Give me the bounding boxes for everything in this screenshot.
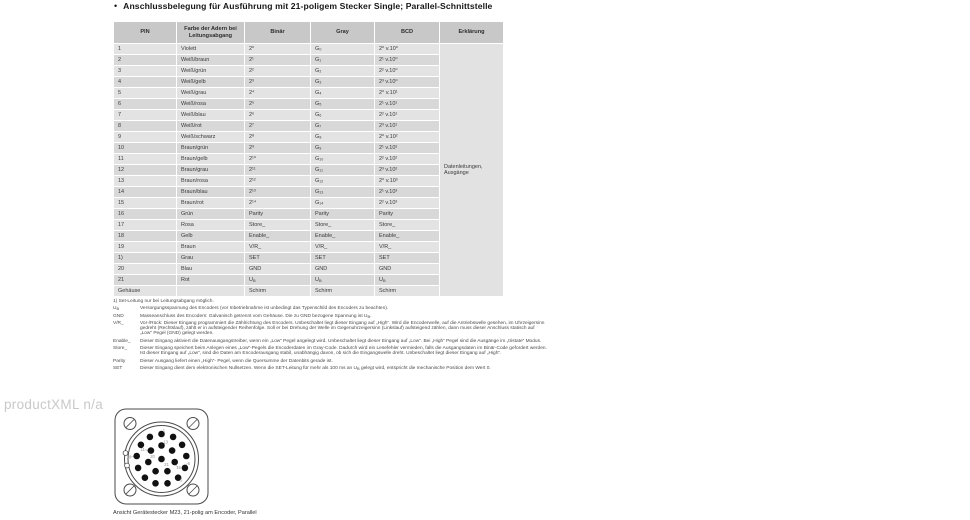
cell-binaer: V/R_ — [245, 242, 310, 252]
cell-bcd: 2¹ v.10² — [375, 143, 439, 153]
footnote-def-store — [113, 346, 547, 357]
cell-pin: Gehäuse — [114, 286, 176, 296]
footnote-text: Dieser Eingang aktiviert die Datenausgangstreiber, wenn ein „Low“ Pegel angelegt wird. Unbeschaltet liegt dieser Eingang auf „Low“. Bei „High“ Pegel sind die Ausgänge im „tristate“ Modus. — [140, 338, 542, 344]
pin-label: 20 — [150, 454, 155, 460]
cell-binaer: GND — [245, 264, 310, 274]
cell-bcd: Enable_ — [375, 231, 439, 241]
cell-pin: 20 — [114, 264, 176, 274]
cell-bcd: $U_B$ — [375, 275, 439, 285]
cell-binaer: Parity — [245, 209, 310, 219]
cell-gray: G₁₀ — [311, 154, 374, 164]
cell-bcd: 2⁰ v.10³ — [375, 176, 439, 186]
cell-bcd: 2² v.10¹ — [375, 110, 439, 120]
footnote-set-note: 1) Set-Leitung nur bei Leitungsabgang möglich. — [113, 299, 214, 304]
cell-pin: 1) — [114, 253, 176, 263]
cell-erklaerung-merged: Datenleitungen, Ausgänge — [440, 44, 503, 296]
footnote-text: Dieser Eingang dient dem elektronischen Nullsetzen. Wenn die SET-Leitung für mehr als 100 ms an $U_B$ gelegt wird, entspricht die mechanische Position dem Wert 0. — [140, 365, 491, 371]
cell-bcd: 2² v.10² — [375, 154, 439, 164]
footnote-def-gnd — [113, 314, 547, 319]
pin-label: 13 — [163, 439, 168, 445]
pin-dot — [133, 453, 140, 460]
section-title: Anschlussbelegung für Ausführung mit 21-poligem Stecker Single; Parallel-Schnittstelle — [123, 1, 493, 11]
cell-binaer: 2¹⁴ — [245, 198, 310, 208]
cell-gray: G₉ — [311, 143, 374, 153]
cell-bcd: 2¹ v.10³ — [375, 187, 439, 197]
pin-label: 10 — [126, 454, 132, 460]
cell-farbe: Braun/grau — [177, 165, 244, 175]
cell-bcd: 2¹ v.10⁰ — [375, 55, 439, 65]
screw-slot — [126, 486, 134, 494]
pin-table-body — [114, 44, 503, 296]
cell-gray: SET — [311, 253, 374, 263]
footnote-def-parity — [113, 359, 547, 364]
cell-pin: 4 — [114, 77, 176, 87]
cell-pin: 13 — [114, 176, 176, 186]
cell-pin: 14 — [114, 187, 176, 197]
cell-bcd: Schirm — [375, 286, 439, 296]
footnotes-block — [113, 299, 547, 373]
col-header-binaer: Binär — [245, 22, 310, 43]
pin-label: 21 — [164, 461, 169, 467]
screw-slot — [189, 486, 197, 494]
col-header-gray: Gray — [311, 22, 374, 43]
cell-gray: G₁₁ — [311, 165, 374, 175]
cell-farbe: Grau — [177, 253, 244, 263]
cell-pin: 16 — [114, 209, 176, 219]
cell-farbe: Braun/blau — [177, 187, 244, 197]
cell-pin: 7 — [114, 110, 176, 120]
cell-gray: Store_ — [311, 220, 374, 230]
cell-bcd: V/R_ — [375, 242, 439, 252]
footnote-def-enable — [113, 339, 547, 344]
pin-assignment-table — [113, 21, 504, 297]
cell-binaer: 2⁴ — [245, 88, 310, 98]
connector-diagram — [114, 408, 210, 506]
cell-binaer: Store_ — [245, 220, 310, 230]
cell-binaer: SET — [245, 253, 310, 263]
keying-notch — [125, 463, 130, 468]
screw-slot — [189, 420, 197, 428]
section-title-row — [114, 1, 492, 12]
cell-farbe: Rot — [177, 275, 244, 285]
pin-dot — [142, 474, 149, 481]
pin-label: 11 — [140, 446, 145, 452]
cell-bcd: Parity — [375, 209, 439, 219]
cell-pin: 18 — [114, 231, 176, 241]
pin-dot — [152, 468, 159, 475]
cell-gray: G₄ — [311, 88, 374, 98]
cell-farbe: Weiß/grau — [177, 88, 244, 98]
cell-farbe: Braun/grün — [177, 143, 244, 153]
footnote-text: Versorgungsspannung des Encoders (vor Inbetriebnahme ist unbedingt das Typenschild des Encoders zu beachten). — [140, 306, 389, 312]
cell-binaer: 2¹³ — [245, 187, 310, 197]
pin-dot — [164, 480, 171, 487]
cell-binaer: 2⁶ — [245, 110, 310, 120]
footnote-term: V/R_ — [113, 320, 124, 326]
cell-binaer: Schirm — [245, 286, 310, 296]
cell-gray: G₈ — [311, 132, 374, 142]
pin-dot — [152, 480, 159, 487]
cell-farbe: Weiß/braun — [177, 55, 244, 65]
pin-label: 15 — [176, 465, 181, 470]
cell-binaer: 2³ — [245, 77, 310, 87]
footnote-def-set — [113, 366, 547, 371]
cell-pin: 11 — [114, 154, 176, 164]
cell-pin: 5 — [114, 88, 176, 98]
cell-bcd: 2³ v.10² — [375, 165, 439, 175]
pin-dot — [145, 459, 152, 466]
footnote-term: Enable_ — [113, 338, 131, 344]
footnote-term: Parity — [113, 358, 126, 364]
cell-binaer: 2⁰ — [245, 44, 310, 54]
cell-binaer: 2⁹ — [245, 143, 310, 153]
cell-farbe: Weiß/rot — [177, 121, 244, 131]
cell-gray: G₁₂ — [311, 176, 374, 186]
cell-binaer: 2⁷ — [245, 121, 310, 131]
table-row — [114, 44, 503, 54]
cell-gray: $U_B$ — [311, 275, 374, 285]
pin-dot — [169, 447, 176, 454]
cell-bcd: 2⁰ v.10⁰ — [375, 44, 439, 54]
footnote-text: Dieser Eingang speichert beim Anlegen eines „Low“-Pegels die Encoderdaten im Gray-Code. Dadurch wird ein Lesefehler vermieden, falls die Ausgangsdaten im Binär-Code gefordert werden. Ist dieser Eingang auf „Low“, sind die Daten am Encoderausgang stabil, unabhängig davon, ob sich die Eingangswelle dreht. Unbeschaltet liegt dieser Eingang auf „High“. — [140, 346, 547, 357]
cell-gray: Schirm — [311, 286, 374, 296]
cell-binaer: $U_B$ — [245, 275, 310, 285]
pin-dot — [183, 453, 190, 460]
col-header-pin: PIN — [114, 22, 176, 43]
cell-pin: 9 — [114, 132, 176, 142]
pin-label: 1 — [162, 428, 166, 434]
cell-farbe: Weiß/rosa — [177, 99, 244, 109]
cell-binaer: 2¹¹ — [245, 165, 310, 175]
cell-pin: 8 — [114, 121, 176, 131]
cell-binaer: 2⁸ — [245, 132, 310, 142]
cell-gray: G₆ — [311, 110, 374, 120]
cell-farbe: Braun/rosa — [177, 176, 244, 186]
footnote-term: SET — [113, 365, 123, 371]
footnote-term: GND — [113, 313, 124, 319]
cell-gray: G₁₃ — [311, 187, 374, 197]
cell-farbe: Braun/gelb — [177, 154, 244, 164]
cell-farbe: Weiß/schwarz — [177, 132, 244, 142]
cell-binaer: 2¹ — [245, 55, 310, 65]
table-header-row — [114, 22, 503, 43]
cell-pin: 3 — [114, 66, 176, 76]
cell-pin: 6 — [114, 99, 176, 109]
cell-farbe: Gelb — [177, 231, 244, 241]
cell-bcd: 2² v.10⁰ — [375, 66, 439, 76]
pin-dot — [179, 442, 186, 449]
footnote-text: Masseanschluss des Encoders: Galvanisch getrennt vom Gehäuse. Die zu GND bezogene Spannung ist $U_B$. — [140, 313, 372, 319]
cell-gray: V/R_ — [311, 242, 374, 252]
cell-bcd: 2⁰ v.10¹ — [375, 88, 439, 98]
cell-gray: G₁ — [311, 55, 374, 65]
footnote-term: Store_ — [113, 346, 128, 352]
watermark-text: productXML n/a — [4, 397, 104, 412]
cell-gray: G₇ — [311, 121, 374, 131]
screw-slot — [126, 420, 134, 428]
pin-dot — [135, 465, 142, 472]
pin-label: 5 — [180, 477, 183, 483]
cell-gray: G₅ — [311, 99, 374, 109]
footnote-text: Dieser Ausgang liefert einen „High“- Pegel, wenn die Quersumme der Datenbits gerade ist. — [140, 358, 333, 364]
cell-pin: 10 — [114, 143, 176, 153]
cell-farbe — [177, 286, 244, 296]
cell-farbe: Grün — [177, 209, 244, 219]
cell-binaer: 2⁵ — [245, 99, 310, 109]
cell-bcd: Store_ — [375, 220, 439, 230]
footnote-def-vr — [113, 321, 547, 337]
cell-binaer: Enable_ — [245, 231, 310, 241]
pin-dot — [147, 434, 154, 441]
pin-dot — [170, 434, 177, 441]
cell-pin: 19 — [114, 242, 176, 252]
col-header-farbe: Farbe der Adern bei Leitungsabgang — [177, 22, 244, 43]
col-header-erklaerung: Erklärung — [440, 22, 503, 43]
cell-binaer: 2² — [245, 66, 310, 76]
cell-pin: 12 — [114, 165, 176, 175]
cell-farbe: Weiß/gelb — [177, 77, 244, 87]
cell-bcd: 2⁰ v.10² — [375, 132, 439, 142]
cell-pin: 17 — [114, 220, 176, 230]
cell-farbe: Weiß/blau — [177, 110, 244, 120]
cell-binaer: 2¹² — [245, 176, 310, 186]
cell-bcd: SET — [375, 253, 439, 263]
pin-dot — [148, 447, 155, 454]
cell-gray: G₂ — [311, 66, 374, 76]
cell-farbe: Violett — [177, 44, 244, 54]
cell-gray: Parity — [311, 209, 374, 219]
figure-caption: Ansicht Gerätestecker M23, 21-polig am Encoder, Parallel — [113, 510, 257, 516]
footnote-def-ub — [113, 306, 547, 311]
col-header-bcd: BCD — [375, 22, 439, 43]
cell-farbe: Weiß/grün — [177, 66, 244, 76]
cell-binaer: 2¹⁰ — [245, 154, 310, 164]
cell-gray: G₁₄ — [311, 198, 374, 208]
footnote-term: $U_B$ — [113, 306, 120, 312]
pin-dot — [164, 468, 171, 475]
cell-farbe: Braun/rot — [177, 198, 244, 208]
cell-gray: Enable_ — [311, 231, 374, 241]
cell-bcd: 2¹ v.10¹ — [375, 99, 439, 109]
cell-bcd: 2² v.10³ — [375, 198, 439, 208]
bullet-icon: • — [114, 1, 118, 11]
cell-pin: 1 — [114, 44, 176, 54]
footnote-text: Vor-/Rück: Dieser Eingang programmiert die Zählrichtung des Encoders. Unbeschaltet liegt dieser Eingang auf „High“. Wird die Encoderwelle, auf die Antriebswelle gesehen, im Uhrzeigersinn gedreht (Rechtslauf), zählt er in aufsteigender Reihenfolge. Soll er bei Drehung der Welle im Gegenuhrzeigersinn (Linkslauf) aufsteigend zählen, dann muss dieser Anschluss statisch auf „Low“ Pegel (GND) gelegt werden. — [140, 320, 545, 337]
cell-bcd: GND — [375, 264, 439, 274]
cell-gray: G₃ — [311, 77, 374, 87]
cell-gray: GND — [311, 264, 374, 274]
cell-gray: G₀ — [311, 44, 374, 54]
cell-farbe: Blau — [177, 264, 244, 274]
cell-bcd: 2³ v.10⁰ — [375, 77, 439, 87]
cell-bcd: 2³ v.10¹ — [375, 121, 439, 131]
cell-farbe: Rosa — [177, 220, 244, 230]
cell-pin: 2 — [114, 55, 176, 65]
cell-farbe: Braun — [177, 242, 244, 252]
cell-pin: 15 — [114, 198, 176, 208]
pin-label: 6 — [187, 460, 191, 466]
cell-pin: 21 — [114, 275, 176, 285]
